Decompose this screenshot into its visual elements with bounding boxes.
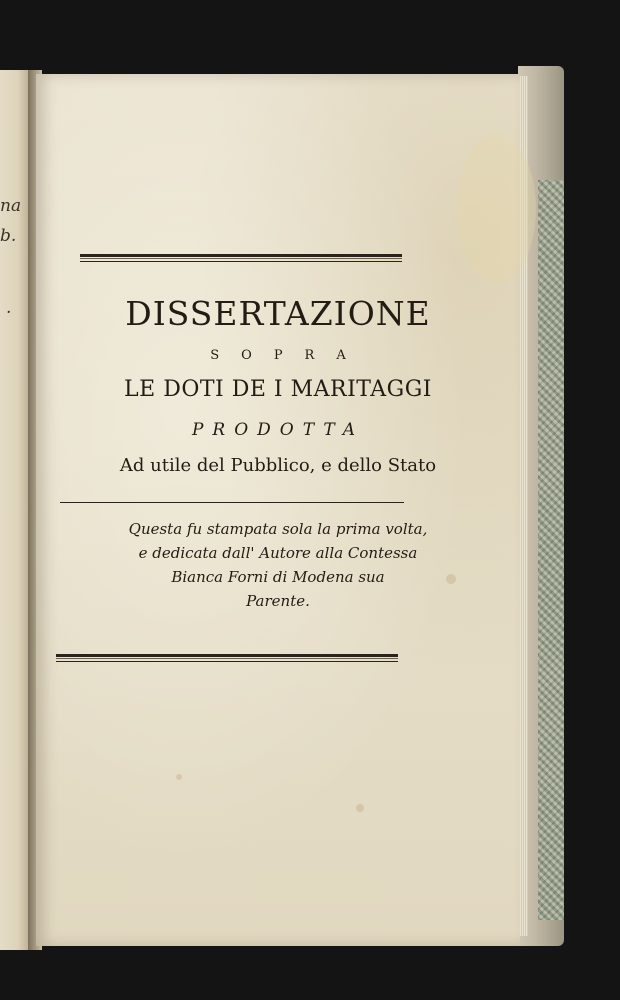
note-line: Questa fu stampata sola la prima volta, (128, 520, 428, 538)
left-page-fragment: b. (0, 226, 17, 246)
middle-rule (60, 502, 404, 503)
paper-spot (176, 774, 182, 780)
note-line: Parente. (246, 592, 310, 610)
bottom-double-rule (56, 654, 398, 662)
dedication-line: Ad utile del Pubblico, e dello Stato (119, 455, 437, 476)
book-subtitle: LE DOTI DE I MARITAGGI (124, 377, 432, 402)
sopra-line: SOPRA (210, 348, 368, 363)
top-double-rule (80, 254, 402, 262)
book-title: DISSERTAZIONE (125, 294, 431, 333)
paper-stain (456, 134, 536, 284)
title-page (36, 74, 520, 946)
note-line: Bianca Forni di Modena sua (171, 568, 385, 586)
left-facing-page (0, 70, 30, 950)
note-line: e dedicata dall' Autore alla Contessa (138, 544, 418, 562)
marbled-cover (538, 180, 564, 920)
prodotta-line: PRODOTTA (191, 420, 365, 440)
left-page-fragment: na (0, 196, 22, 216)
left-page-fragment: . (6, 298, 12, 318)
paper-spot (356, 804, 364, 812)
